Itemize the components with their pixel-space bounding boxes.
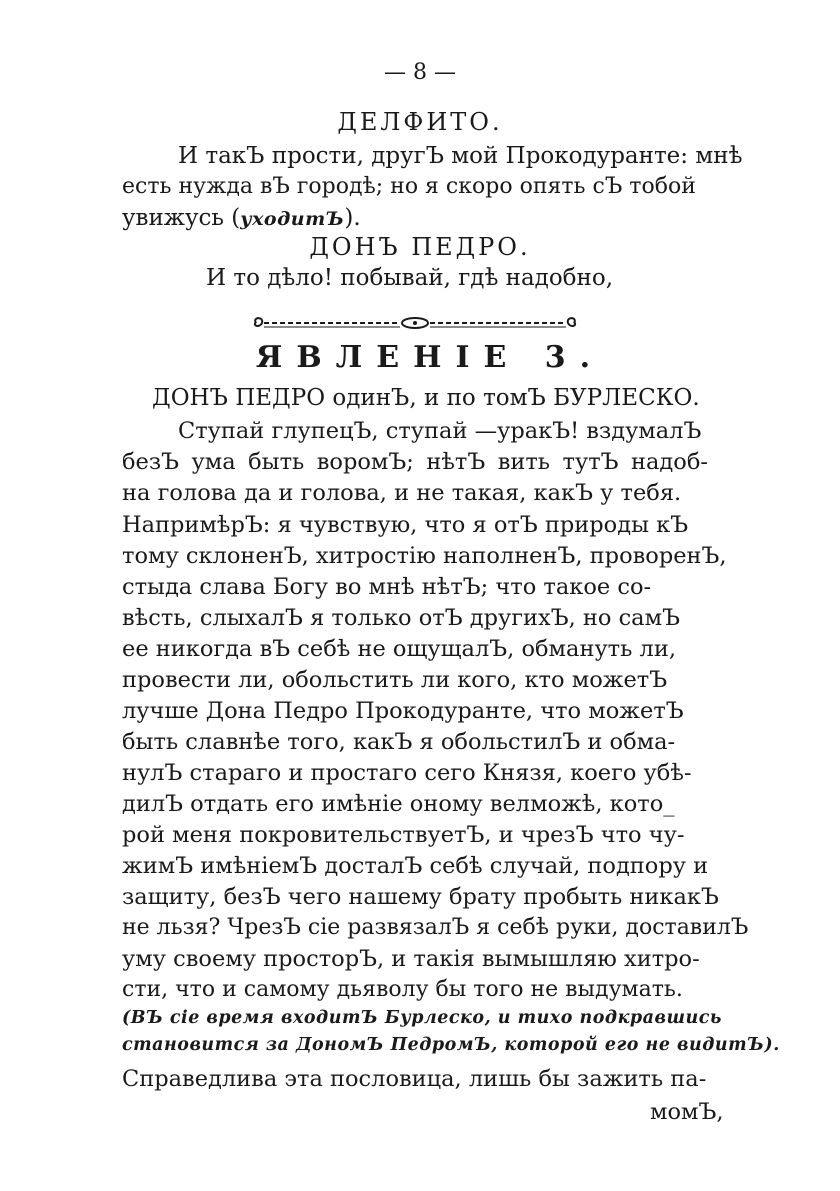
text-line: провести ли, обольстить ли кого, кто можетЪ xyxy=(122,667,668,693)
text-line: на голова да и голова, и не такая, какЪ у тебя. xyxy=(122,480,682,506)
text-line: дилЪ отдать его имѣніе оному велможѣ, кото_ xyxy=(122,791,675,817)
speaker-delfito: ДЕЛФИТО. xyxy=(337,108,503,136)
text-line: стыда слава Богу во мнѣ нѣтЪ; что такое со- xyxy=(122,574,652,600)
text-line: не льзя? ЧрезЪ сіе развязалЪ я себѣ руки, доставилЪ xyxy=(122,915,749,940)
text-fragment: увижусь ( xyxy=(122,205,241,231)
text-line: уму своему просторЪ, и такія вымышляю хитро- xyxy=(122,946,700,972)
word: быть xyxy=(248,449,305,475)
word: безЪ xyxy=(122,449,180,475)
stage-direction: становится за ДономЪ ПедромЪ, которой его не видитЪ). xyxy=(122,1035,780,1055)
word: нѣтЪ xyxy=(426,449,486,475)
text-line: НапримѣрЪ: я чувствую, что я отЪ природы кЪ xyxy=(122,512,689,538)
text-line: вѣсть, слыхалЪ я только отЪ другихЪ, но самЪ xyxy=(122,605,680,631)
catchword: момЪ, xyxy=(650,1099,724,1125)
word: вить xyxy=(497,449,551,475)
page-number: — 8 — xyxy=(384,60,456,85)
stage-direction: (ВЪ сіе время входитЪ Бурлеско, и тихо подкравшись xyxy=(122,1008,722,1028)
text-line: рой меня покровительствуетЪ, и чрезЪ что чу- xyxy=(122,822,685,848)
stage-direction: уходитЪ xyxy=(240,208,345,230)
word: надоб- xyxy=(631,449,708,475)
word: тутЪ xyxy=(562,449,619,475)
text-fragment: ). xyxy=(344,205,361,231)
text-line: И такЪ прости, другЪ мой Прокодуранте: мнѣ xyxy=(178,143,743,169)
text-line: тому склоненЪ, хитростію наполненЪ, проворенЪ, xyxy=(122,543,727,569)
word: ума xyxy=(191,449,236,475)
text-line: Справедлива эта пословица, лишь бы зажить па- xyxy=(122,1066,707,1092)
text-line: лучше Дона Педро Прокодуранте, что можетЪ xyxy=(122,698,684,724)
scene-subtitle: ДОНЪ ПЕДРО одинЪ, и по томЪ БУРЛЕСКО. xyxy=(152,385,700,411)
text-line: сти, что и самому дьяволу бы того не выдумать. xyxy=(122,977,683,1002)
text-line-with-stage-direction xyxy=(122,207,361,230)
text-line xyxy=(122,451,708,474)
word: воромЪ; xyxy=(316,449,414,475)
text-line: есть нужда вЪ городѣ; но я скоро опять сЪ тобой xyxy=(122,174,696,199)
text-line: нулЪ стараго и простаго сего Князя, коего убѣ- xyxy=(122,760,692,786)
text-line: И то дѣло! побывай, гдѣ надобно, xyxy=(206,265,614,291)
text-line: ее никогда вЪ себѣ не ощущалЪ, обмануть ли, xyxy=(122,636,676,662)
text-line: защиту, безЪ чего нашему брату пробыть никакЪ xyxy=(122,884,719,910)
speaker-don-pedro: ДОНЪ ПЕДРО. xyxy=(309,233,531,261)
text-line: жимЪ имѣніемЪ досталЪ себѣ случай, подпору и xyxy=(122,853,709,879)
scene-title: ЯВЛЕНІЕ 3. xyxy=(255,340,605,375)
ornamental-divider xyxy=(250,312,580,334)
text-line: Ступай глупецЪ, ступай —уракЪ! вздумалЪ xyxy=(178,418,702,444)
text-line: быть славнѣе того, какЪ я обольстилЪ и обма- xyxy=(122,729,676,755)
